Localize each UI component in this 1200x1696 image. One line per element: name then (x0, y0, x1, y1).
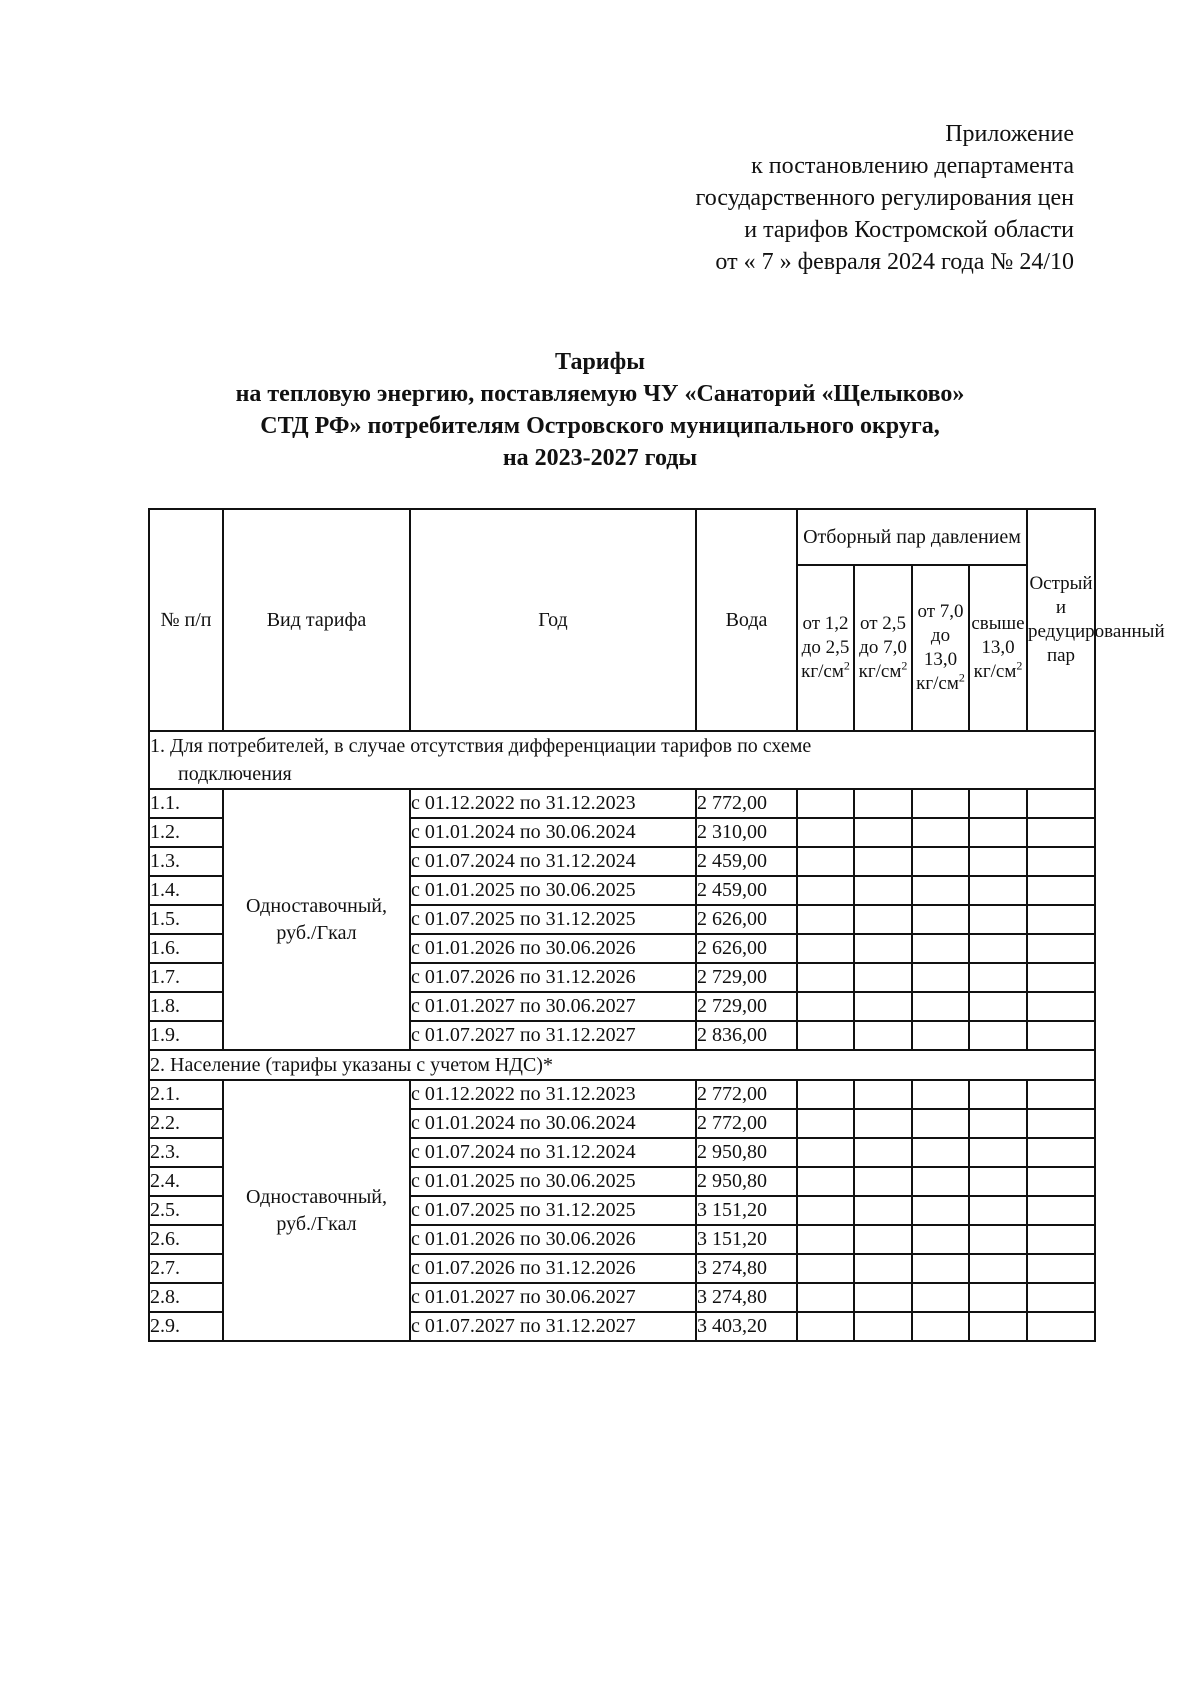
row-water: 2 626,00 (696, 905, 797, 934)
empty-cell (969, 847, 1027, 876)
empty-cell (912, 1109, 969, 1138)
tariff-kind: Одноставочный, руб./Гкал (223, 1080, 410, 1341)
header-steam-3-text: от 7,0 до 13,0 кг/см (916, 601, 964, 694)
row-period: с 01.01.2025 по 30.06.2025 (410, 1167, 696, 1196)
row-num: 2.3. (149, 1138, 223, 1167)
row-num: 1.6. (149, 934, 223, 963)
empty-cell (1027, 963, 1095, 992)
empty-cell (797, 789, 854, 818)
empty-cell (1027, 818, 1095, 847)
empty-cell (912, 1021, 969, 1050)
row-num: 1.3. (149, 847, 223, 876)
empty-cell (854, 1196, 912, 1225)
empty-cell (969, 876, 1027, 905)
row-water: 3 151,20 (696, 1196, 797, 1225)
row-period: с 01.07.2025 по 31.12.2025 (410, 1196, 696, 1225)
section-title-text: 1. Для потребителей, в случае отсутствия дифференциации тарифов по схеме (150, 735, 812, 757)
empty-cell (1027, 905, 1095, 934)
row-period: с 01.07.2027 по 31.12.2027 (410, 1312, 696, 1341)
header-num: № п/п (149, 509, 223, 731)
empty-cell (854, 1283, 912, 1312)
row-water: 2 729,00 (696, 992, 797, 1021)
empty-cell (912, 1225, 969, 1254)
row-num: 2.7. (149, 1254, 223, 1283)
title-line: Тарифы (555, 349, 645, 375)
empty-cell (969, 1021, 1027, 1050)
empty-cell (1027, 992, 1095, 1021)
row-period: с 01.01.2025 по 30.06.2025 (410, 876, 696, 905)
row-num: 2.9. (149, 1312, 223, 1341)
empty-cell (912, 1254, 969, 1283)
empty-cell (969, 1283, 1027, 1312)
empty-cell (854, 934, 912, 963)
row-water: 2 950,80 (696, 1167, 797, 1196)
row-period: с 01.01.2026 по 30.06.2026 (410, 934, 696, 963)
row-num: 1.7. (149, 963, 223, 992)
row-period: с 01.01.2026 по 30.06.2026 (410, 1225, 696, 1254)
empty-cell (854, 1254, 912, 1283)
empty-cell (1027, 1196, 1095, 1225)
row-period: с 01.07.2026 по 31.12.2026 (410, 963, 696, 992)
row-num: 1.2. (149, 818, 223, 847)
empty-cell (912, 1167, 969, 1196)
empty-cell (969, 1138, 1027, 1167)
row-num: 2.5. (149, 1196, 223, 1225)
row-period: с 01.01.2024 по 30.06.2024 (410, 1109, 696, 1138)
appendix-line: от « 7 » февраля 2024 года № 24/10 (715, 249, 1074, 275)
appendix-line: к постановлению департамента (751, 153, 1074, 179)
row-water: 2 836,00 (696, 1021, 797, 1050)
empty-cell (912, 1080, 969, 1109)
header-water: Вода (696, 509, 797, 731)
empty-cell (797, 1283, 854, 1312)
empty-cell (854, 1167, 912, 1196)
empty-cell (797, 1021, 854, 1050)
empty-cell (912, 1138, 969, 1167)
empty-cell (1027, 1080, 1095, 1109)
header-steam-1 (797, 565, 854, 731)
empty-cell (1027, 1138, 1095, 1167)
empty-cell (1027, 1167, 1095, 1196)
empty-cell (854, 847, 912, 876)
empty-cell (854, 1109, 912, 1138)
empty-cell (1027, 847, 1095, 876)
empty-cell (969, 1080, 1027, 1109)
empty-cell (797, 818, 854, 847)
row-period: с 01.01.2027 по 30.06.2027 (410, 992, 696, 1021)
row-num: 1.8. (149, 992, 223, 1021)
title-line: на 2023-2027 годы (502, 445, 698, 471)
row-water: 3 274,80 (696, 1254, 797, 1283)
empty-cell (854, 876, 912, 905)
header-steam-4-text: свыше 13,0 кг/см (971, 613, 1025, 682)
row-num: 2.2. (149, 1109, 223, 1138)
appendix-line: и тарифов Костромской области (744, 217, 1074, 243)
section-title-1 (149, 731, 1095, 789)
table-row (149, 789, 1095, 818)
empty-cell (854, 992, 912, 1021)
empty-cell (797, 1196, 854, 1225)
empty-cell (854, 963, 912, 992)
header-steam-2 (854, 565, 912, 731)
row-num: 2.8. (149, 1283, 223, 1312)
empty-cell (797, 1080, 854, 1109)
empty-cell (797, 1167, 854, 1196)
empty-cell (912, 1312, 969, 1341)
empty-cell (1027, 1109, 1095, 1138)
row-period: с 01.07.2024 по 31.12.2024 (410, 847, 696, 876)
empty-cell (1027, 1312, 1095, 1341)
header-kind: Вид тарифа (223, 509, 410, 731)
empty-cell (854, 1021, 912, 1050)
header-steam-1-sq: 2 (843, 658, 850, 673)
row-water: 2 626,00 (696, 934, 797, 963)
empty-cell (1027, 789, 1095, 818)
table-row (149, 1080, 1095, 1109)
row-water: 2 729,00 (696, 963, 797, 992)
empty-cell (969, 1109, 1027, 1138)
empty-cell (969, 963, 1027, 992)
empty-cell (1027, 1021, 1095, 1050)
row-period: с 01.01.2027 по 30.06.2027 (410, 1283, 696, 1312)
row-period: с 01.01.2024 по 30.06.2024 (410, 818, 696, 847)
row-water: 2 459,00 (696, 876, 797, 905)
title-line: СТД РФ» потребителям Островского муниципального округа, (260, 413, 940, 439)
empty-cell (969, 934, 1027, 963)
empty-cell (969, 992, 1027, 1021)
row-water: 2 950,80 (696, 1138, 797, 1167)
appendix-block (696, 118, 1074, 278)
empty-cell (1027, 1225, 1095, 1254)
empty-cell (797, 876, 854, 905)
empty-cell (854, 818, 912, 847)
header-steam-4-sq: 2 (1016, 658, 1023, 673)
tariffs-table (148, 508, 1165, 1342)
empty-cell (912, 1283, 969, 1312)
empty-cell (912, 1196, 969, 1225)
empty-cell (1027, 934, 1095, 963)
empty-cell (969, 1225, 1027, 1254)
empty-cell (797, 905, 854, 934)
empty-cell (854, 905, 912, 934)
row-water: 2 310,00 (696, 818, 797, 847)
row-water: 2 772,00 (696, 789, 797, 818)
row-num: 1.9. (149, 1021, 223, 1050)
empty-cell (969, 905, 1027, 934)
section-title-2 (149, 1050, 1095, 1080)
empty-cell (912, 992, 969, 1021)
header-steam-3 (912, 565, 969, 731)
row-period: с 01.07.2025 по 31.12.2025 (410, 905, 696, 934)
row-period: с 01.07.2027 по 31.12.2027 (410, 1021, 696, 1050)
header-sharp-steam: Острый и редуцированный пар (1027, 509, 1095, 731)
header-steam-group: Отборный пар давлением (797, 509, 1027, 565)
empty-cell (912, 905, 969, 934)
section-title-cont: подключения (178, 763, 292, 785)
appendix-line: государственного регулирования цен (695, 185, 1074, 211)
empty-cell (797, 847, 854, 876)
empty-cell (854, 789, 912, 818)
empty-cell (969, 1196, 1027, 1225)
row-water: 2 459,00 (696, 847, 797, 876)
header-steam-2-text: от 2,5 до 7,0 кг/см (858, 613, 907, 682)
header-year: Год (410, 509, 696, 731)
row-water: 3 274,80 (696, 1283, 797, 1312)
empty-cell (912, 963, 969, 992)
empty-cell (1027, 1283, 1095, 1312)
empty-cell (797, 1254, 854, 1283)
row-num: 2.1. (149, 1080, 223, 1109)
empty-cell (797, 934, 854, 963)
empty-cell (912, 847, 969, 876)
row-period: с 01.07.2026 по 31.12.2026 (410, 1254, 696, 1283)
document-title (0, 346, 1200, 474)
empty-cell (854, 1080, 912, 1109)
empty-cell (969, 1312, 1027, 1341)
empty-cell (969, 1167, 1027, 1196)
empty-cell (1027, 1254, 1095, 1283)
section-title-text: 2. Население (тарифы указаны с учетом НДС)* (150, 1054, 553, 1076)
empty-cell (854, 1225, 912, 1254)
header-steam-1-text: от 1,2 до 2,5 кг/см (801, 613, 850, 682)
row-water: 3 151,20 (696, 1225, 797, 1254)
empty-cell (797, 963, 854, 992)
row-num: 1.4. (149, 876, 223, 905)
empty-cell (854, 1138, 912, 1167)
empty-cell (797, 1138, 854, 1167)
empty-cell (969, 789, 1027, 818)
header-steam-4 (969, 565, 1027, 731)
header-steam-2-sq: 2 (901, 658, 908, 673)
row-num: 2.6. (149, 1225, 223, 1254)
header-steam-3-sq: 2 (958, 670, 965, 685)
row-period: с 01.12.2022 по 31.12.2023 (410, 789, 696, 818)
row-water: 2 772,00 (696, 1080, 797, 1109)
empty-cell (912, 876, 969, 905)
empty-cell (912, 789, 969, 818)
empty-cell (797, 1109, 854, 1138)
appendix-line: Приложение (945, 121, 1074, 147)
row-num: 1.5. (149, 905, 223, 934)
title-line: на тепловую энергию, поставляемую ЧУ «Санаторий «Щелыково» (235, 381, 965, 407)
empty-cell (797, 992, 854, 1021)
row-num: 1.1. (149, 789, 223, 818)
tariff-kind: Одноставочный, руб./Гкал (223, 789, 410, 1050)
row-water: 2 772,00 (696, 1109, 797, 1138)
empty-cell (1027, 876, 1095, 905)
empty-cell (969, 818, 1027, 847)
empty-cell (854, 1312, 912, 1341)
row-water: 3 403,20 (696, 1312, 797, 1341)
empty-cell (912, 818, 969, 847)
empty-cell (797, 1312, 854, 1341)
empty-cell (912, 934, 969, 963)
empty-cell (969, 1254, 1027, 1283)
empty-cell (797, 1225, 854, 1254)
row-period: с 01.07.2024 по 31.12.2024 (410, 1138, 696, 1167)
row-period: с 01.12.2022 по 31.12.2023 (410, 1080, 696, 1109)
row-num: 2.4. (149, 1167, 223, 1196)
